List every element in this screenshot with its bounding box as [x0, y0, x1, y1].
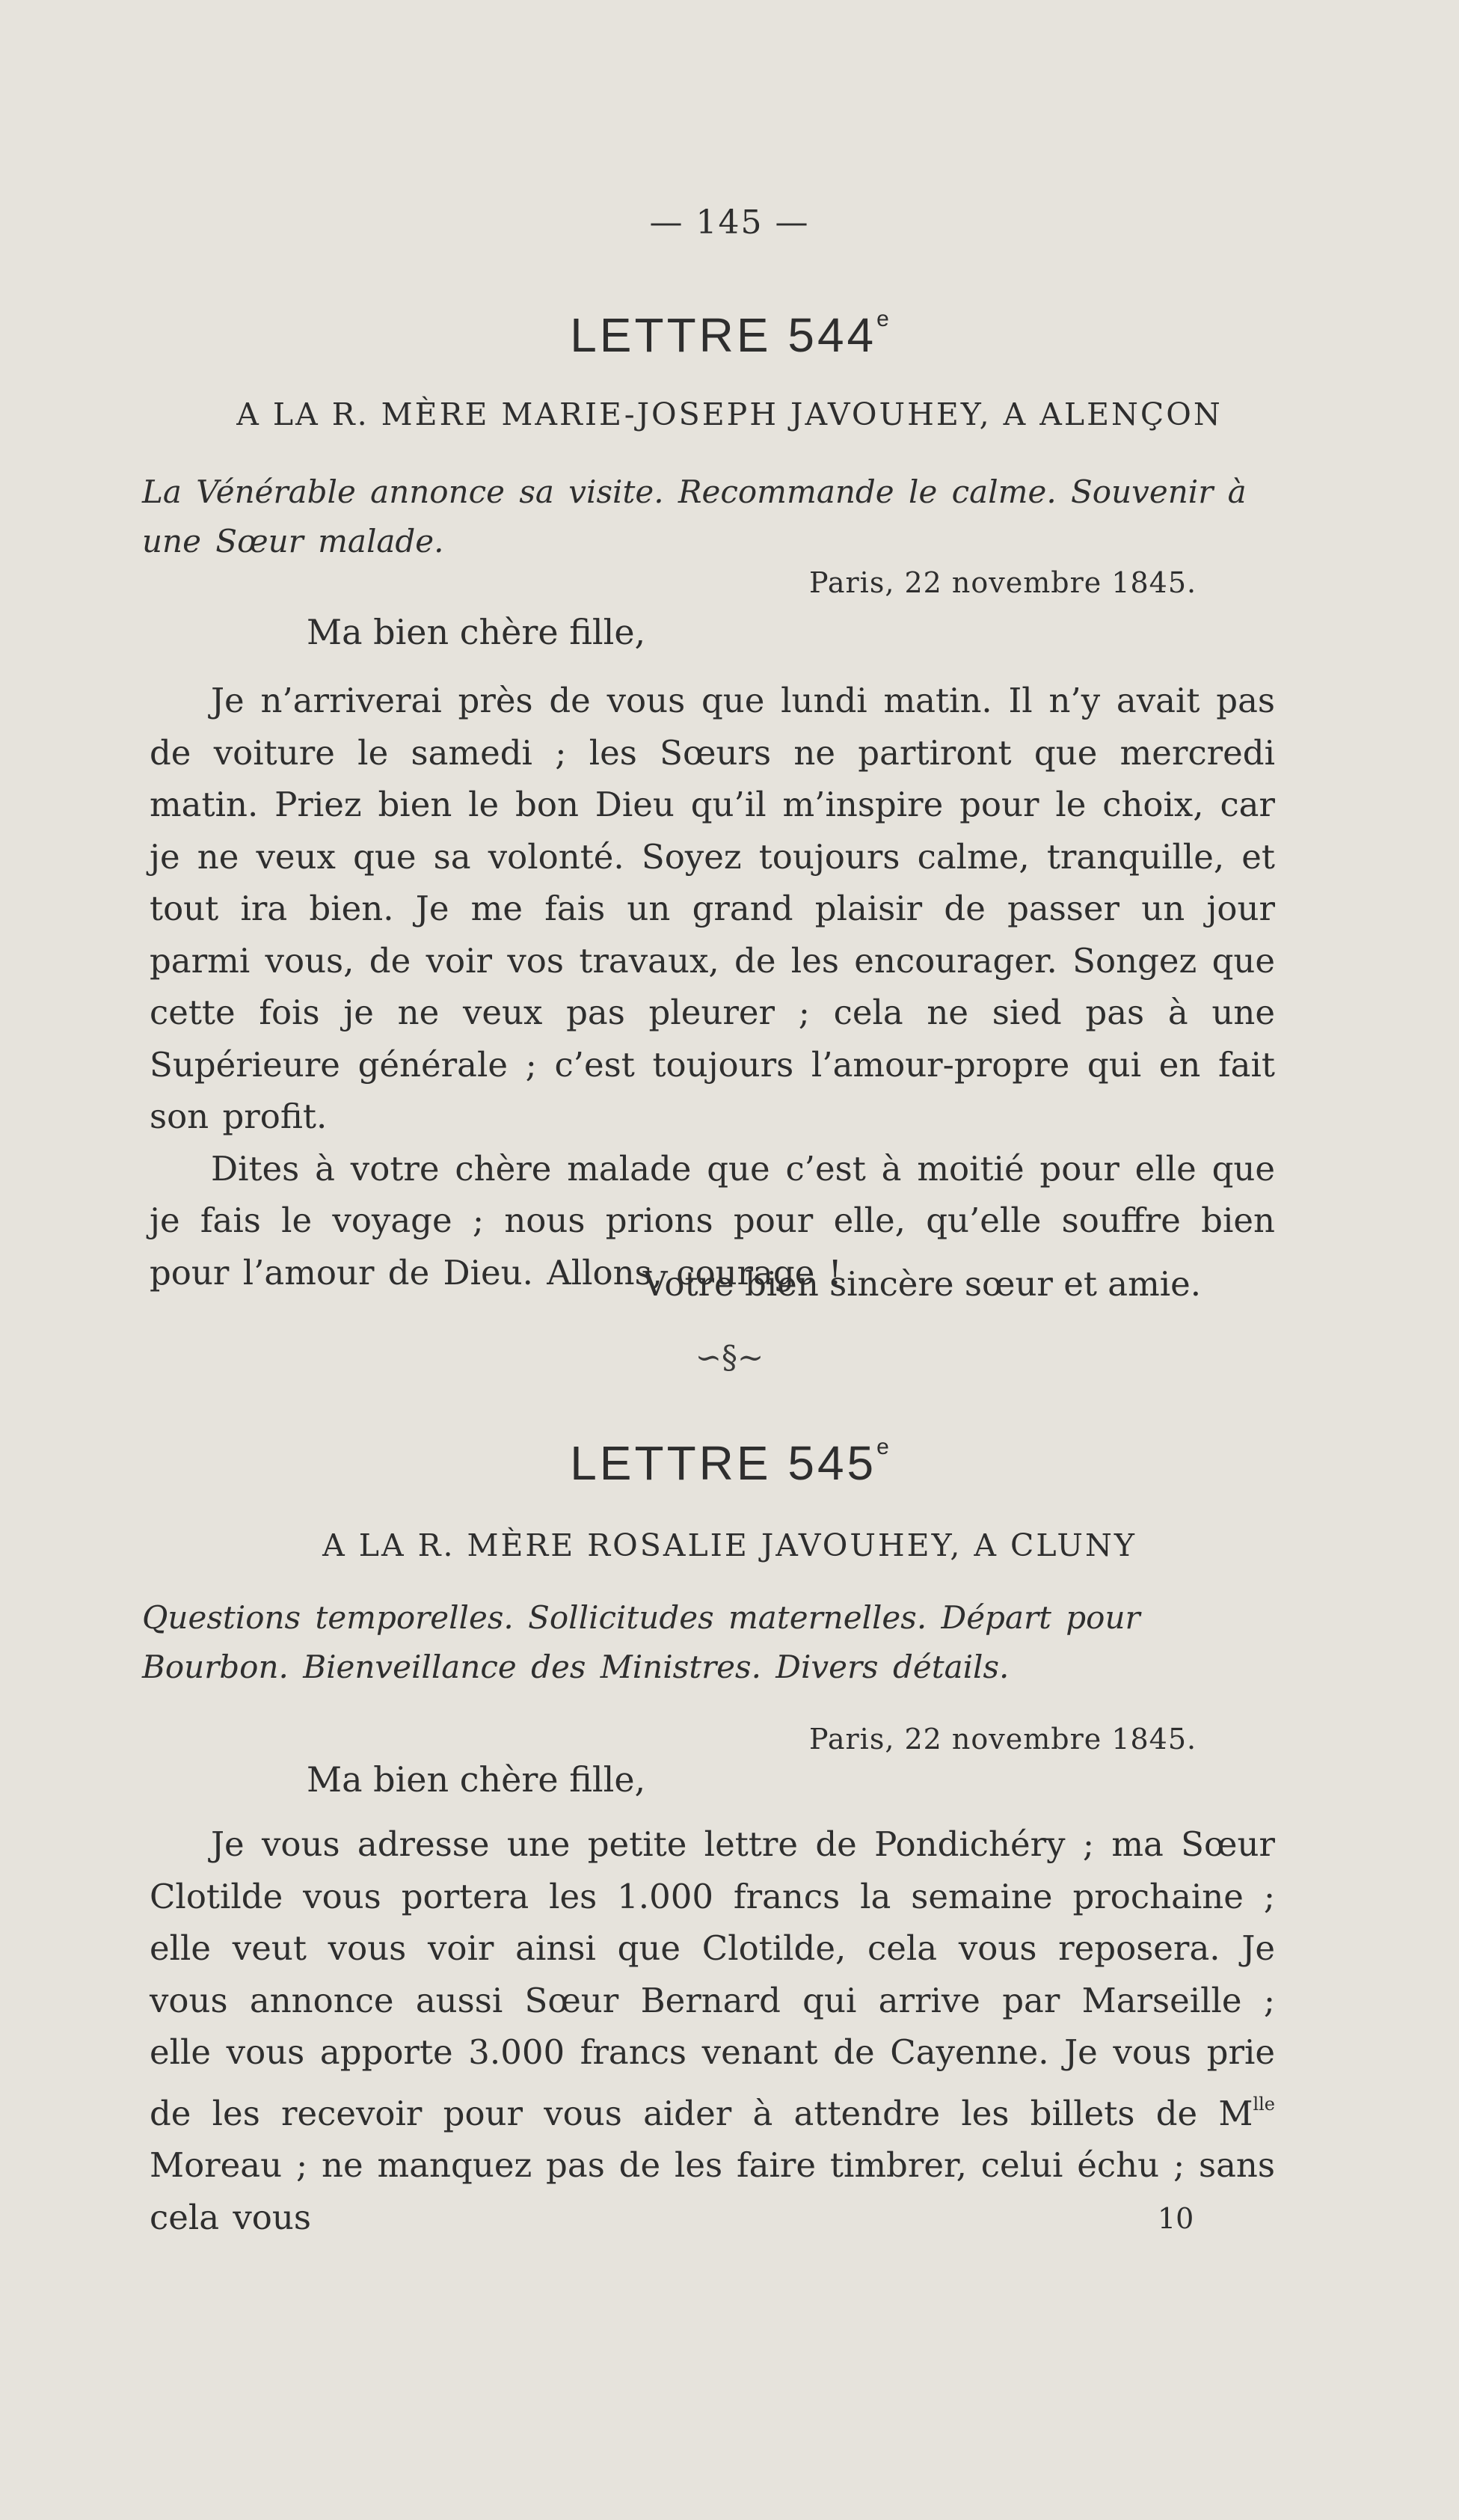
letter-544-summary: La Vénérable annonce sa visite. Recommande le calme. Souvenir à une Sœur malade.: [142, 473, 1247, 560]
letter-545-body: [150, 1818, 1275, 2243]
page-number: — 145 —: [649, 203, 810, 242]
letter-545-title-text: LETTRE 545: [570, 1436, 877, 1490]
letter-545-text-part1: Je vous adresse une petite lettre de Pondichéry ; ma Sœur Clotilde vous portera les 1.000 francs la semaine prochaine ; elle veut vous voir ainsi que Clotilde, cela vous reposera. Je vous annonce aussi Sœur Bernard qui arrive par Marseille ; elle vous apporte 3.000 francs venant de Cayenne. Je vous prie de les recevoir pour vous aider à attendre les billets de M: [150, 1824, 1275, 2133]
letter-544-title-text: LETTRE 544: [570, 308, 877, 362]
letter-544-paragraph: Dites à votre chère malade que c’est à moitié pour elle que je fais le voyage ; nous prions pour elle, qu’elle souffre bien pour l’amour de Dieu. Allons, courage !: [150, 1148, 1275, 1293]
signature-mark: 10: [1158, 2202, 1194, 2235]
letter-544-paragraph: Je n’arriverai près de vous que lundi matin. Il n’y avait pas de voiture le samedi ; les Sœurs ne partiront que mercredi matin. Priez bien le bon Dieu qu’il m’inspire pour le choix, car je ne veux que sa volonté. Soyez toujours calme, tranquille, et tout ira bien. Je me fais un grand plaisir de passer un jour parmi vous, de voir vos travaux, de les encourager. Songez que cette fois je ne veux pas pleurer ; cela ne sied pas à une Supérieure générale ; c’est toujours l’amour-propre qui en fait son profit.: [150, 681, 1275, 1136]
letter-544-title-suffix: e: [876, 307, 889, 331]
letter-545-date: Paris, 22 novembre 1845.: [809, 1723, 1197, 1756]
mlle-superscript: lle: [1253, 2093, 1275, 2115]
letter-545-text-part2: Moreau ; ne manquez pas de les faire timbrer, celui échu ; sans cela vous: [150, 2145, 1275, 2237]
letter-545-salutation: Ma bien chère fille,: [307, 1759, 646, 1800]
letter-545-title-suffix: e: [876, 1435, 889, 1459]
letter-545-title: [0, 1435, 1459, 1491]
letter-544-salutation: Ma bien chère fille,: [307, 612, 646, 652]
section-ornament: ∽§∼: [695, 1339, 764, 1376]
letter-544-closing: Votre bien sincère sœur et amie.: [643, 1264, 1202, 1304]
letter-545-paragraph: [150, 1818, 1275, 2243]
letter-544-body: [150, 675, 1275, 1299]
letter-545-addressee: A LA R. MÈRE ROSALIE JAVOUHEY, A CLUNY: [322, 1527, 1137, 1563]
letter-544-title: [0, 307, 1459, 363]
letter-544-date: Paris, 22 novembre 1845.: [809, 566, 1197, 599]
letter-545-summary: Questions temporelles. Sollicitudes maternelles. Départ pour Bourbon. Bienveillance des Ministres. Divers détails.: [142, 1599, 1140, 1685]
letter-544-addressee: A LA R. MÈRE MARIE-JOSEPH JAVOUHEY, A ALENÇON: [236, 396, 1223, 432]
